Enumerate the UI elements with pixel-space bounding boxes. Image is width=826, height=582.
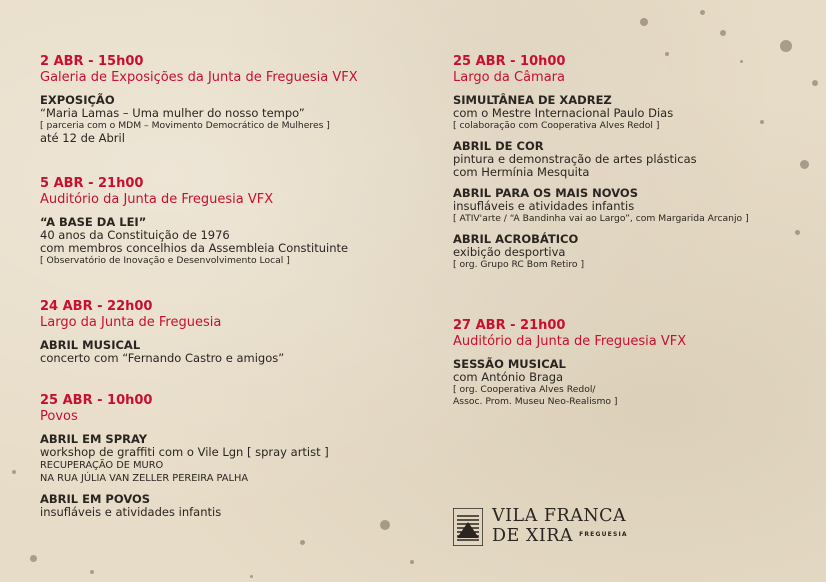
event-date: 5 ABR - 21h00 (40, 176, 144, 191)
activity-title: ABRIL DE COR (453, 139, 544, 153)
event (453, 318, 686, 408)
activity-description: com membros concelhios da Assembleia Constituinte (40, 241, 349, 255)
activity-title: EXPOSIÇÃO (40, 93, 115, 107)
logo-line-1: VILA FRANCA (492, 506, 627, 526)
activity-description: 40 anos da Constituição de 1976 (40, 228, 230, 242)
event (453, 54, 749, 271)
logo-line-2: DE XIRA (492, 526, 574, 546)
activity-title: ABRIL PARA OS MAIS NOVOS (453, 186, 638, 200)
event-date: 27 ABR - 21h00 (453, 318, 566, 333)
event-place: Largo da Câmara (453, 70, 565, 85)
event-activity (40, 94, 358, 145)
event-place: Galeria de Exposições da Junta de Freguesia VFX (40, 70, 358, 85)
event-activity (453, 140, 749, 179)
activity-title: “A BASE DA LEI” (40, 215, 147, 229)
event-date: 25 ABR - 10h00 (40, 393, 153, 408)
activity-credit: [ org. Cooperativa Alves Redol/ (453, 384, 596, 395)
event (40, 54, 358, 145)
activity-title: ABRIL ACROBÁTICO (453, 232, 579, 246)
event-date: 24 ABR - 22h00 (40, 299, 153, 314)
activity-description: insufláveis e atividades infantis (40, 505, 222, 519)
activity-title: ABRIL EM POVOS (40, 492, 151, 506)
event-activity (40, 339, 284, 365)
event-place: Largo da Junta de Freguesia (40, 315, 222, 330)
event-activity (40, 493, 329, 519)
event-place: Auditório da Junta de Freguesia VFX (40, 192, 274, 207)
event-activity (453, 187, 749, 225)
event-date: 2 ABR - 15h00 (40, 54, 144, 69)
activity-description: exibição desportiva (453, 245, 566, 259)
vfx-emblem-icon (453, 508, 483, 546)
activity-note: RECUPERAÇÃO DE MURO (40, 460, 164, 471)
activity-note: NA RUA JÚLIA VAN ZELLER PEREIRA PALHA (40, 473, 249, 484)
activity-credit: [ Observatório de Inovação e Desenvolvimento Local ] (40, 255, 290, 266)
vfx-logo (453, 506, 628, 546)
event (40, 299, 284, 365)
activity-credit: [ parceria com o MDM – Movimento Democrático de Mulheres ] (40, 120, 330, 131)
activity-title: ABRIL EM SPRAY (40, 432, 148, 446)
activity-description: workshop de graffiti com o Vile Lgn [ spray artist ] (40, 445, 329, 459)
activity-date-range: até 12 de Abril (40, 131, 125, 145)
activity-description: com António Braga (453, 370, 564, 384)
activity-description: com Hermínia Mesquita (453, 165, 590, 179)
activity-credit: [ colaboração com Cooperativa Alves Redol ] (453, 120, 660, 131)
activity-description: com o Mestre Internacional Paulo Dias (453, 106, 674, 120)
activity-title: SESSÃO MUSICAL (453, 357, 566, 371)
event-activity (40, 216, 348, 267)
event-activity (453, 358, 686, 408)
activity-credit: [ ATIV'arte / “A Bandinha vai ao Largo”, com Margarida Arcanjo ] (453, 213, 749, 224)
event-activity (453, 233, 749, 271)
event-place: Auditório da Junta de Freguesia VFX (453, 334, 687, 349)
event-activity (40, 433, 329, 485)
event-activity (453, 94, 749, 132)
activity-credit: Assoc. Prom. Museu Neo-Realismo ] (453, 396, 618, 407)
activity-description: concerto com “Fernando Castro e amigos” (40, 351, 285, 365)
activity-title: SIMULTÂNEA DE XADREZ (453, 93, 612, 107)
activity-title: ABRIL MUSICAL (40, 338, 141, 352)
activity-description: pintura e demonstração de artes plásticas (453, 152, 697, 166)
activity-description: insufláveis e atividades infantis (453, 199, 635, 213)
logo-line-3: FREGUESIA (579, 531, 628, 538)
event (40, 393, 329, 519)
event-place: Povos (40, 409, 78, 424)
event-date: 25 ABR - 10h00 (453, 54, 566, 69)
activity-credit: [ org. Grupo RC Bom Retiro ] (453, 259, 585, 270)
activity-description: “Maria Lamas – Uma mulher do nosso tempo” (40, 106, 305, 120)
event (40, 176, 348, 267)
